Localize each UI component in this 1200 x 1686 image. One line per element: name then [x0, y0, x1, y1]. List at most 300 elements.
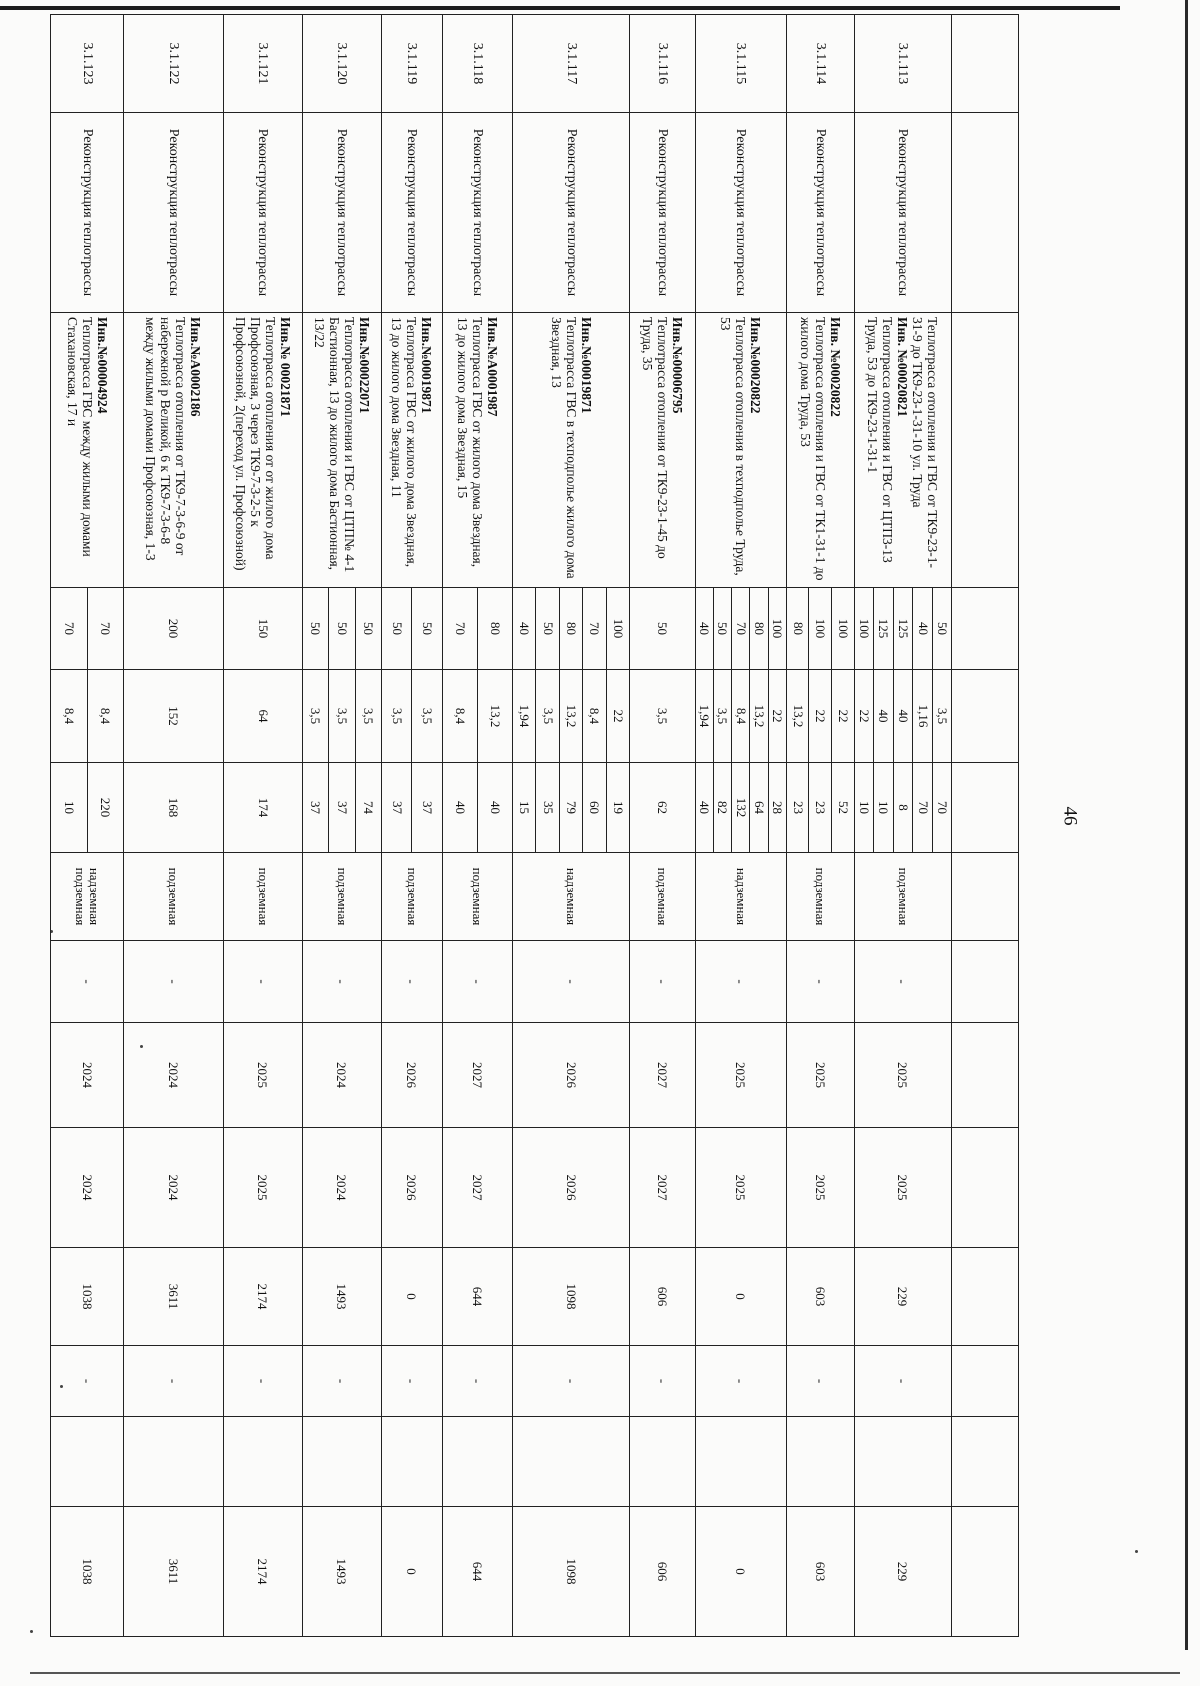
table-row	[51, 15, 124, 1637]
pipe-length-value: 220	[98, 797, 114, 818]
header-cell	[952, 1507, 1019, 1637]
pipe-length-value: 174	[255, 797, 271, 818]
dash-cell: -	[513, 941, 630, 1023]
item-code: 3.1.120	[302, 15, 381, 113]
work-description: Реконструкция теплотрассы	[302, 113, 381, 313]
pipe-thickness-value: 8,4	[583, 670, 606, 762]
pipe-length-value: 10	[874, 763, 894, 852]
pipe-length-value: 23	[809, 763, 832, 852]
year-start: 2025	[854, 1023, 951, 1128]
laying-type: надземная	[695, 853, 786, 941]
pipeline-description	[786, 313, 854, 588]
pipe-length	[51, 763, 124, 853]
dash-cell: -	[223, 1346, 302, 1417]
pipe-diameter-value: 100	[610, 618, 626, 639]
inventory-number: Инв.№00019871	[578, 317, 594, 414]
pipe-length-value: 82	[713, 763, 731, 852]
year-start: 2025	[223, 1023, 302, 1128]
page-number: 46	[1059, 806, 1081, 826]
header-cell	[952, 763, 1019, 853]
dash-cell: -	[124, 1346, 224, 1417]
pipe-thickness	[223, 670, 302, 763]
pipe-thickness	[302, 670, 381, 763]
pipe-length-value: 64	[750, 763, 768, 852]
pipe-diameter-value: 50	[303, 588, 329, 669]
total-cost: 3611	[124, 1507, 224, 1637]
inventory-number: Инв.№ 00021871	[277, 317, 293, 417]
pipe-length-value: 37	[382, 763, 412, 852]
pipe-length-value: 37	[419, 801, 435, 814]
laying-type: подземная	[629, 853, 695, 941]
dash-cell: -	[695, 941, 786, 1023]
item-code: 3.1.121	[223, 15, 302, 113]
total-cost: 1038	[51, 1507, 124, 1637]
pipe-diameter-value: 200	[166, 618, 182, 639]
item-code: 3.1.116	[629, 15, 695, 113]
pipe-thickness-value: 1,94	[696, 670, 714, 762]
extra-empty	[124, 1417, 224, 1507]
work-description: Реконструкция теплотрассы	[629, 113, 695, 313]
pipe-length-stack	[224, 763, 302, 852]
work-description: Реконструкция теплотрассы	[695, 113, 786, 313]
pipe-diameter-value: 150	[255, 618, 271, 639]
pipe-diameter-value: 70	[583, 588, 606, 669]
pipeline-text: Теплотрасса отопления и ГВС от ТК9-23-1-31-9 до ТК9-23-1-31-10 ул. Труда	[910, 317, 941, 568]
pipe-diameter	[442, 588, 513, 670]
scan-top-edge	[0, 6, 1120, 10]
pipe-thickness	[124, 670, 224, 763]
pipe-diameter	[302, 588, 381, 670]
pipe-length-value: 28	[770, 801, 786, 814]
pipe-diameter-value: 50	[934, 622, 950, 635]
pipe-length-value: 8	[893, 763, 913, 852]
work-description: Реконструкция теплотрассы	[442, 113, 513, 313]
pipeline-text: Теплотрасса отопления и ГВС от ТК1-31-1 до жилого дома Труда, 53	[797, 317, 828, 581]
dash-cell: -	[786, 1346, 854, 1417]
pipe-length-stack	[382, 763, 442, 852]
pipe-length-value: 15	[513, 763, 536, 852]
pipe-length	[695, 763, 786, 853]
pipe-length-stack	[855, 763, 951, 852]
pipeline-text: Теплотрасса отопления и ГВС от ЦТП3-13 Труда, 53 до ТК9-23-1-31-1	[865, 317, 896, 563]
pipe-thickness-value: 3,5	[361, 707, 377, 725]
extra-empty	[629, 1417, 695, 1507]
pipe-thickness-stack	[696, 670, 786, 762]
cost: 1038	[51, 1248, 124, 1346]
inventory-number: Инв. №00020822	[827, 317, 843, 417]
pipeline-description	[629, 313, 695, 588]
pipe-thickness-value: 13,2	[787, 670, 809, 762]
pipe-diameter	[51, 588, 124, 670]
item-code: 3.1.115	[695, 15, 786, 113]
header-cell	[952, 1346, 1019, 1417]
pipeline-description	[51, 313, 124, 588]
pipeline-text: Теплотрасса ГВС от жилого дома Звездная, 13 до жилого дома Звездная, 11	[389, 317, 420, 568]
year-start: 2027	[629, 1023, 695, 1128]
laying-type: подземная	[223, 853, 302, 941]
scan-bottom-edge	[30, 1672, 1180, 1674]
total-cost: 1098	[513, 1507, 630, 1637]
pipe-thickness-value: 13,2	[488, 704, 504, 728]
total-cost: 0	[695, 1507, 786, 1637]
pipe-diameter-value: 80	[488, 622, 504, 635]
pipe-length	[854, 763, 951, 853]
year-start: 2024	[124, 1023, 224, 1128]
pipe-diameter-value: 50	[382, 588, 412, 669]
year-end: 2025	[695, 1128, 786, 1248]
pipe-length-value: 74	[361, 801, 377, 814]
pipe-thickness-value: 13,2	[750, 670, 768, 762]
pipe-diameter-stack	[443, 588, 513, 669]
laying-type: подземная	[442, 853, 513, 941]
dash-cell: -	[442, 941, 513, 1023]
pipe-length-value: 10	[855, 763, 874, 852]
pipe-thickness-value: 13,2	[559, 670, 582, 762]
pipe-thickness-stack	[51, 670, 123, 762]
pipe-length-value: 10	[51, 763, 87, 852]
laying-type: надземная	[513, 853, 630, 941]
work-description: Реконструкция теплотрассы	[513, 113, 630, 313]
cost: 2174	[223, 1248, 302, 1346]
scan-speck	[30, 1630, 33, 1633]
pipe-thickness-value: 22	[809, 670, 832, 762]
pipe-length-value: 132	[732, 763, 750, 852]
pipe-length-stack	[303, 763, 381, 852]
pipe-thickness	[51, 670, 124, 763]
pipe-length-value: 23	[787, 763, 809, 852]
pipe-thickness	[695, 670, 786, 763]
cost: 229	[854, 1248, 951, 1346]
item-code: 3.1.114	[786, 15, 854, 113]
dash-cell: -	[695, 1346, 786, 1417]
pipe-diameter-value: 70	[732, 588, 750, 669]
pipe-thickness-stack	[630, 670, 695, 762]
pipe-length-stack	[630, 763, 695, 852]
pipe-thickness	[381, 670, 442, 763]
work-description: Реконструкция теплотрассы	[381, 113, 442, 313]
pipe-length-value: 19	[610, 801, 626, 814]
pipeline-description	[302, 313, 381, 588]
pipe-length-value: 40	[696, 763, 714, 852]
dash-cell: -	[629, 1346, 695, 1417]
pipeline-description	[223, 313, 302, 588]
pipe-diameter-value: 50	[536, 588, 559, 669]
pipe-thickness-value: 3,5	[303, 670, 329, 762]
pipe-diameter	[786, 588, 854, 670]
total-cost: 1493	[302, 1507, 381, 1637]
pipe-length-value: 40	[488, 801, 504, 814]
pipeline-text: Теплотрасса ГВС в техподполье жилого дома Звездная, 13	[548, 317, 579, 579]
cost: 1493	[302, 1248, 381, 1346]
pipe-diameter-value: 50	[655, 622, 671, 635]
pipe-thickness-value: 8,4	[98, 707, 114, 725]
pipe-thickness-value: 3,5	[934, 707, 950, 725]
pipeline-text: Теплотрасса отопления от ТК9-23-1-45 до Труда, 35	[639, 317, 670, 559]
pipe-thickness-stack	[787, 670, 854, 762]
pipe-diameter	[223, 588, 302, 670]
pipe-thickness-value: 152	[166, 706, 182, 726]
total-cost: 606	[629, 1507, 695, 1637]
inventory-number: Инв.№00004924	[94, 317, 110, 414]
laying-type: подземная	[854, 853, 951, 941]
cost: 644	[442, 1248, 513, 1346]
pipe-thickness-value: 22	[610, 709, 626, 723]
laying-type: подземная	[786, 853, 854, 941]
pipe-diameter-value: 100	[855, 588, 874, 669]
dash-cell: -	[442, 1346, 513, 1417]
pipe-diameter-stack	[224, 588, 302, 669]
pipe-length-value: 70	[934, 801, 950, 814]
pipe-thickness-value: 1,94	[513, 670, 536, 762]
pipe-thickness	[442, 670, 513, 763]
works-table	[50, 14, 1019, 1637]
header-cell	[952, 588, 1019, 670]
extra-empty	[786, 1417, 854, 1507]
extra-empty	[442, 1417, 513, 1507]
cost: 603	[786, 1248, 854, 1346]
pipe-length-value: 60	[583, 763, 606, 852]
pipeline-text: Теплотрасса отопления от от жилого дома Профсоюзная, 3 через ТК9-7-3-2-5 к Профсоюзной, 2(переход ул. Профсоюзной)	[232, 317, 278, 571]
table-row	[381, 15, 442, 1637]
pipe-diameter-value: 80	[787, 588, 809, 669]
pipe-diameter-value: 40	[913, 588, 933, 669]
laying-type: подземная	[302, 853, 381, 941]
pipe-length-stack	[124, 763, 223, 852]
pipe-length-value: 52	[836, 801, 852, 814]
pipe-length	[513, 763, 630, 853]
pipe-length-value: 168	[166, 797, 182, 818]
pipe-thickness-value: 3,5	[713, 670, 731, 762]
table-row	[786, 15, 854, 1637]
pipe-length	[442, 763, 513, 853]
header-cell	[952, 15, 1019, 113]
pipe-diameter-stack	[855, 588, 951, 669]
pipe-diameter-value: 70	[51, 588, 87, 669]
pipe-thickness-value: 3,5	[329, 670, 356, 762]
header-cell	[952, 113, 1019, 313]
year-end: 2027	[442, 1128, 513, 1248]
pipe-thickness-value: 22	[770, 709, 786, 723]
pipe-length-value: 79	[559, 763, 582, 852]
year-start: 2024	[302, 1023, 381, 1128]
pipe-diameter-value: 100	[770, 618, 786, 639]
header-cell	[952, 1128, 1019, 1248]
pipe-diameter-stack	[630, 588, 695, 669]
pipe-length	[124, 763, 224, 853]
pipe-diameter-value: 80	[750, 588, 768, 669]
pipeline-description	[854, 313, 951, 588]
total-cost: 229	[854, 1507, 951, 1637]
pipe-diameter	[124, 588, 224, 670]
inventory-number: Инв.№А0002186	[188, 317, 204, 417]
laying-type: подземная	[381, 853, 442, 941]
pipe-diameter-value: 100	[809, 588, 832, 669]
pipe-thickness-value: 22	[836, 709, 852, 723]
extra-empty	[51, 1417, 124, 1507]
table-row	[513, 15, 630, 1637]
pipe-diameter-value: 80	[559, 588, 582, 669]
total-cost: 2174	[223, 1507, 302, 1637]
work-description: Реконструкция теплотрассы	[854, 113, 951, 313]
pipe-thickness-stack	[303, 670, 381, 762]
year-start: 2026	[381, 1023, 442, 1128]
pipe-thickness-stack	[443, 670, 513, 762]
pipe-length-value: 37	[303, 763, 329, 852]
total-cost: 644	[442, 1507, 513, 1637]
cost: 1098	[513, 1248, 630, 1346]
pipe-length-stack	[51, 763, 123, 852]
pipeline-description	[381, 313, 442, 588]
pipe-length	[223, 763, 302, 853]
pipeline-text: Теплотрасса отопления в техподполье Труда, 53	[718, 317, 749, 576]
pipe-thickness	[513, 670, 630, 763]
year-end: 2026	[381, 1128, 442, 1248]
cost: 3611	[124, 1248, 224, 1346]
pipe-diameter-value: 40	[696, 588, 714, 669]
work-description: Реконструкция теплотрассы	[124, 113, 224, 313]
extra-empty	[223, 1417, 302, 1507]
pipe-thickness	[629, 670, 695, 763]
pipe-diameter	[513, 588, 630, 670]
pipeline-description	[513, 313, 630, 588]
year-end: 2025	[786, 1128, 854, 1248]
pipe-diameter-value: 125	[874, 588, 894, 669]
pipe-thickness-value: 40	[874, 670, 894, 762]
dash-cell: -	[302, 941, 381, 1023]
pipe-diameter-stack	[303, 588, 381, 669]
cost: 606	[629, 1248, 695, 1346]
pipe-length-value: 40	[443, 763, 478, 852]
year-start: 2026	[513, 1023, 630, 1128]
year-start: 2027	[442, 1023, 513, 1128]
pipe-length-stack	[443, 763, 513, 852]
extra-empty	[302, 1417, 381, 1507]
extra-empty	[695, 1417, 786, 1507]
item-code: 3.1.122	[124, 15, 224, 113]
table-row	[695, 15, 786, 1637]
work-description: Реконструкция теплотрассы	[51, 113, 124, 313]
pipe-thickness-stack	[124, 670, 223, 762]
year-end: 2024	[51, 1128, 124, 1248]
header-cell	[952, 941, 1019, 1023]
pipe-length-stack	[696, 763, 786, 852]
laying-type: надземная подземная	[51, 853, 124, 941]
extra-empty	[513, 1417, 630, 1507]
year-end: 2024	[124, 1128, 224, 1248]
pipe-length-stack	[787, 763, 854, 852]
scan-speck	[1135, 1550, 1138, 1553]
pipeline-text: Теплотрасса ГВС от жилого дома Звездная, 13 до жилого дома Звездная, 15	[454, 317, 485, 568]
dash-cell: -	[629, 941, 695, 1023]
pipe-thickness-stack	[513, 670, 629, 762]
pipe-thickness-stack	[224, 670, 302, 762]
pipe-length	[786, 763, 854, 853]
year-end: 2027	[629, 1128, 695, 1248]
pipe-thickness-value: 40	[893, 670, 913, 762]
pipeline-text: Теплотрасса отопления и ГВС от ЦТП№ 4-1 Бастионная, 13 до жилого дома Бастионная, 13/22	[311, 317, 357, 573]
header-cell	[952, 1248, 1019, 1346]
table-row	[302, 15, 381, 1637]
year-end: 2024	[302, 1128, 381, 1248]
cost: 0	[381, 1248, 442, 1346]
header-cell	[952, 313, 1019, 588]
dash-cell: -	[854, 941, 951, 1023]
pipe-thickness-value: 8,4	[51, 670, 87, 762]
pipe-diameter-stack	[513, 588, 629, 669]
pipe-length	[381, 763, 442, 853]
inventory-number: Инв.№00006795	[669, 317, 685, 414]
item-code: 3.1.113	[854, 15, 951, 113]
pipeline-text: Теплотрасса отопления от ТК9-7-3-6-9 от набережной р Великой, 6 к ТК9-7-3-6-8 между жилыми домами Профсоюзная, 1-3	[143, 317, 189, 561]
year-end: 2026	[513, 1128, 630, 1248]
work-description: Реконструкция теплотрассы	[223, 113, 302, 313]
pipe-diameter-value: 50	[361, 622, 377, 635]
pipeline-text: Теплотрасса ГВС между жилыми домами Стахановская, 17 и	[64, 317, 95, 557]
item-code: 3.1.123	[51, 15, 124, 113]
header-cell	[952, 670, 1019, 763]
extra-empty	[854, 1417, 951, 1507]
dash-cell: -	[513, 1346, 630, 1417]
pipe-thickness-value: 3,5	[655, 707, 671, 725]
cost: 0	[695, 1248, 786, 1346]
pipe-diameter-value: 125	[893, 588, 913, 669]
pipe-diameter-stack	[382, 588, 442, 669]
pipe-diameter-value: 70	[98, 622, 114, 635]
dash-cell: -	[381, 941, 442, 1023]
header-cell	[952, 1417, 1019, 1507]
dash-cell: -	[223, 941, 302, 1023]
pipe-thickness-value: 64	[255, 709, 271, 723]
pipe-length-value: 62	[655, 801, 671, 814]
extra-empty	[381, 1417, 442, 1507]
table-row	[223, 15, 302, 1637]
pipe-length-value: 35	[536, 763, 559, 852]
laying-type: подземная	[124, 853, 224, 941]
pipe-diameter-value: 50	[329, 588, 356, 669]
year-start: 2025	[786, 1023, 854, 1128]
pipe-diameter-stack	[124, 588, 223, 669]
pipe-length	[629, 763, 695, 853]
table-row	[124, 15, 224, 1637]
year-end: 2025	[854, 1128, 951, 1248]
dash-cell: -	[51, 1346, 124, 1417]
year-start: 2025	[695, 1023, 786, 1128]
scan-right-edge	[1185, 0, 1188, 1650]
year-end: 2025	[223, 1128, 302, 1248]
dash-cell: -	[786, 941, 854, 1023]
pipeline-description	[695, 313, 786, 588]
table-row	[442, 15, 513, 1637]
year-start: 2024	[51, 1023, 124, 1128]
header-cell	[952, 853, 1019, 941]
item-code: 3.1.119	[381, 15, 442, 113]
inventory-number: Инв.№00019871	[419, 317, 435, 414]
dash-cell: -	[854, 1346, 951, 1417]
inventory-number: Инв. №00020821	[895, 317, 911, 417]
pipe-diameter-value: 50	[713, 588, 731, 669]
pipe-diameter-stack	[696, 588, 786, 669]
pipe-thickness-value: 3,5	[536, 670, 559, 762]
pipe-thickness-stack	[855, 670, 951, 762]
pipe-length	[302, 763, 381, 853]
pipe-diameter	[629, 588, 695, 670]
pipe-thickness-value: 22	[855, 670, 874, 762]
pipe-thickness-stack	[382, 670, 442, 762]
table-row	[854, 15, 951, 1637]
pipe-thickness	[854, 670, 951, 763]
inventory-number: Инв.№00022071	[356, 317, 372, 414]
dash-cell: -	[124, 941, 224, 1023]
